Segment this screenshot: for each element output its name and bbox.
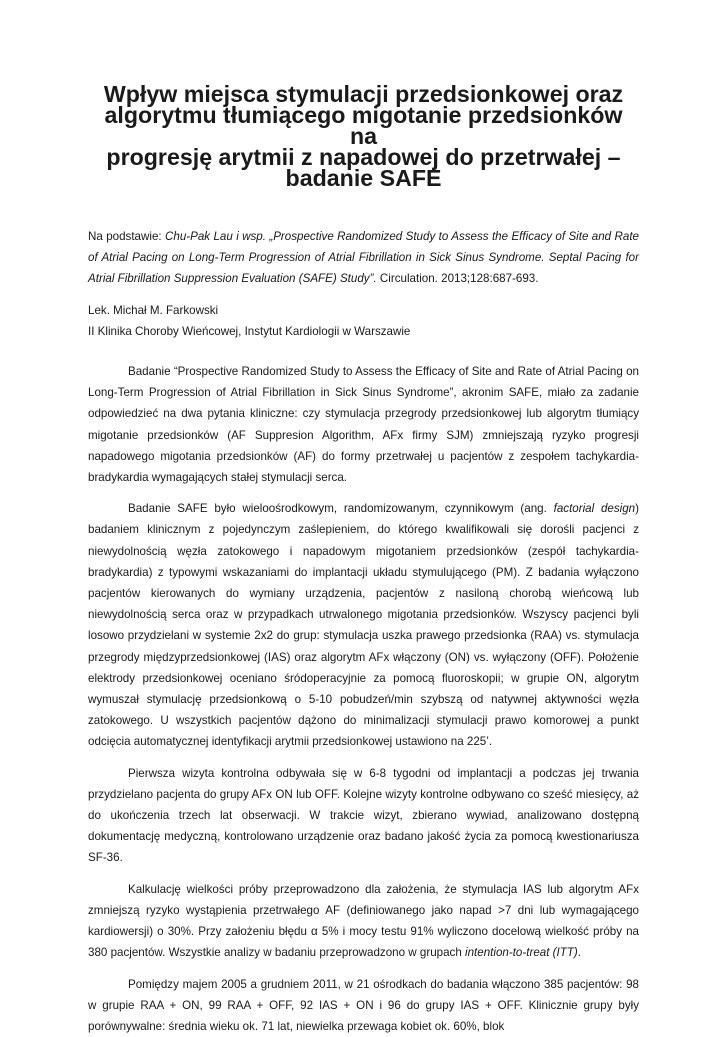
document-page <box>88 81 640 1037</box>
author-block <box>88 300 639 342</box>
author-name: Lek. Michał M. Farkowski <box>88 303 219 317</box>
study-design-text-a: Badanie SAFE było wieloośrodkowym, randomizowanym, czynnikowym (ang. <box>128 502 554 516</box>
title-line-2: progresję arytmii z napadowej do przetrwałej – badanie SAFE <box>106 144 621 191</box>
study-design-text-b: ) badaniem klinicznym z pojedynczym zaślepieniem, do którego kwalifikowali się dorośli pacjenci z niewydolnością węzła zatokowego i napadowym migotaniem przedsionków (zespół tachykardia-bradykardia) z typowymi wskazaniami do implantacji układu stymulującego (PM). Z badania wyłączono pacjentów kierowanych do wymiany urządzenia, pacjentów z nasiloną chorobą wieńcową lub niewydolnością serca oraz w przypadkach utrwalonego migotania przedsionków. Wszyscy pacjenci byli losowo przydzielani w systemie 2x2 do grup: stymulacja uszka prawego przedsionka (RAA) vs. stymulacja przegrody międzyprzedsionkowej (IAS) oraz algorytm AFx włączony (ON) vs. wyłączony (OFF). Położenie elektrody przedsionkowej oceniano śródoperacyjnie za pomocą fluoroskopii; w grupie ON, algorytm wymuszał stymulację przedsionkową o 5-10 pobudzeń/min szybszą od natywnej aktywności węzła zatokowego. U wszystkich pacjentów dążono do minimalizacji stymulacji prawo komorowej a punkt odcięcia automatycznej identyfikacji arytmii przedsionkowej ustawiono na 225’. <box>88 502 640 749</box>
paragraph-sample-size <box>88 879 639 964</box>
source-prefix: Na podstawie: <box>88 230 165 243</box>
sample-size-italic: intention-to-treat (ITT) <box>465 946 578 960</box>
sample-size-text-b: . <box>577 946 582 960</box>
source-journal: Circulation. 2013;128:687-693. <box>376 272 539 286</box>
paragraph-follow-up: Pierwsza wizyta kontrolna odbywała się w 6-8 tygodni od implantacji a podczas jej trwania przydzielano pacjenta do grupy AFx ON lub OFF. Kolejne wizyty kontrolne odbywano co sześć miesięcy, aż do ukończenia trzech lat obserwacji. W trakcie wizyt, zbierano wywiad, analizowano dostępną dokumentację medyczną, kontrolowano urządzenie oraz badano jakość życia za pomocą kwestionariusza SF-36. <box>88 766 639 865</box>
source-reference: Chu-Pak Lau i wsp. „Prospective Randomized Study to Assess the Efficacy of Site and Rate of Atrial Pacing on Long-Term Progression of Atrial Fibrillation in Sick Sinus Syndrome. Septal Pacing for Atrial Fibrillation Suppression Evaluation (SAFE) Study”. <box>88 230 639 286</box>
sample-size-text-a: Kalkulację wielkości próby przeprowadzono dla założenia, że stymulacja IAS lub algorytm AFx zmniejszą ryzyko wystąpienia przetrwałego AF (definiowanego jako napad >7 dni lub wymagającego kardiowersji) o 30%. Przy założeniu błędu α 5% i mocy testu 91% wyliczono docelową wielkość próby na 380 pacjentów. Wszystkie analizy w badaniu przeprowadzono w grupach <box>88 882 639 960</box>
study-design-italic: factorial design <box>553 502 636 516</box>
paragraph-enrollment: Pomiędzy majem 2005 a grudniem 2011, w 21 ośrodkach do badania włączono 385 pacjentów: 98 w grupie RAA + ON, 99 RAA + OFF, 92 IAS + ON i 96 do grupy IAS + OFF. Klinicznie grupy były porównywalne: średnia wieku ok. 71 lat, niewielka przewaga kobiet ok. 60%, blok <box>88 977 639 1033</box>
document-title <box>88 81 639 191</box>
source-citation <box>88 226 639 290</box>
paragraph-study-design <box>88 498 639 752</box>
author-affiliation: II Klinika Choroby Wieńcowej, Instytut Kardiologii w Warszawie <box>88 324 411 338</box>
title-line-1: Wpływ miejsca stymulacji przedsionkowej oraz algorytmu tłumiącego migotanie przedsionków na <box>103 81 624 149</box>
paragraph-introduction: Badanie “Prospective Randomized Study to Assess the Efficacy of Site and Rate of Atrial Pacing on Long-Term Progression of Atrial Fibrillation in Sick Sinus Syndrome”, akronim SAFE, miało za zadanie odpowiedzieć na dwa pytania kliniczne: czy stymulacja przegrody przedsionkowej lub algorytm tłumiący migotanie przedsionków (AF Suppresion Algorithm, AFx firmy SJM) zmniejszają ryzyko progresji napadowego migotania przedsionków (AF) do formy przetrwałej u pacjentów z zespołem tachykardia-bradykardia wymagających stałej stymulacji serca. <box>88 365 639 485</box>
